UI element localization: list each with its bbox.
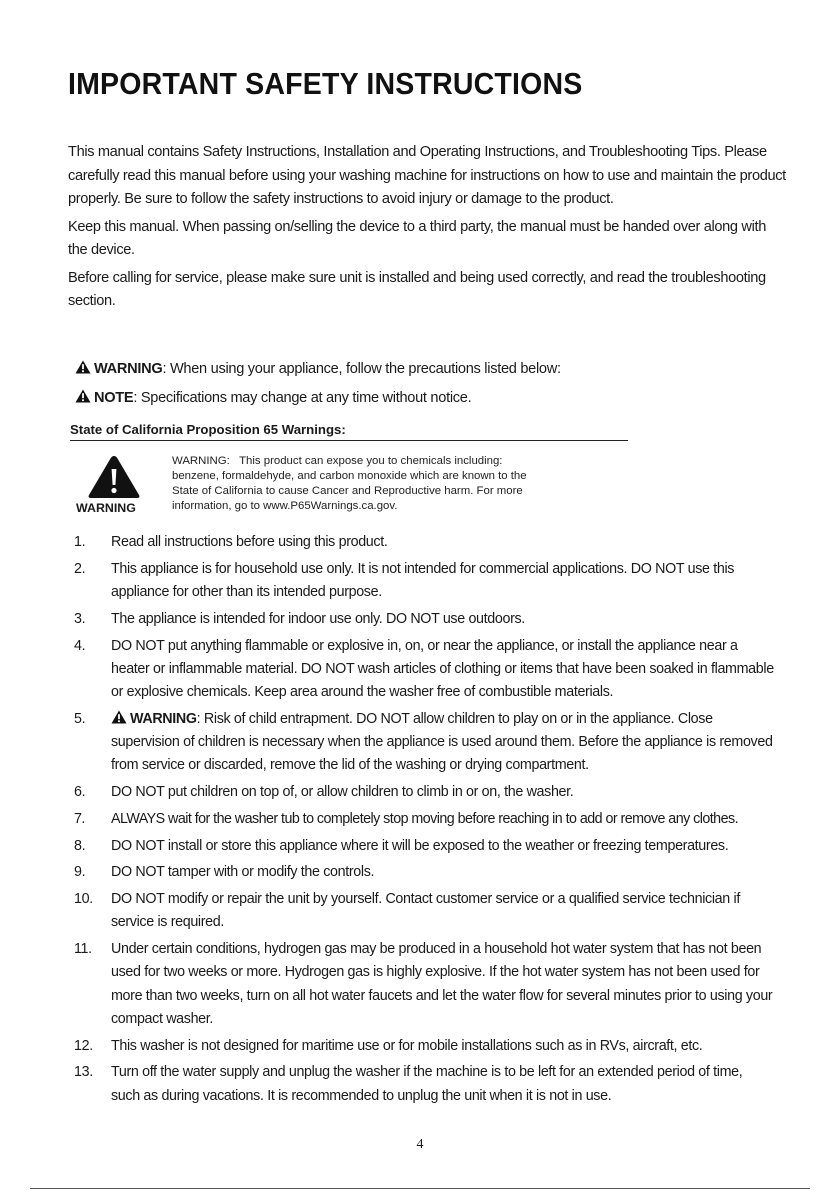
item-number: 8.	[74, 837, 86, 854]
prop65-text	[172, 454, 612, 514]
list-item	[74, 608, 774, 631]
item-text: : Risk of child entrapment. DO NOT allow children to play on or in the appliance. Close supervision of children is necessary when the appliance is used around them. Before the appliance is removed from service or discarded, remove the lid of the washing or drying compartment.	[111, 710, 773, 774]
page-number: 4	[416, 1137, 424, 1152]
prop65-warning-block	[76, 454, 636, 524]
prop65-heading: State of California Proposition 65 Warnings:	[70, 422, 628, 441]
list-item	[74, 781, 774, 804]
item-number: 11.	[74, 941, 92, 958]
item-number: 12.	[74, 1037, 93, 1054]
item-text: This washer is not designed for maritime use or for mobile installations such as in RVs, aircraft, etc.	[111, 1037, 703, 1054]
intro-paragraph: Keep this manual. When passing on/selling the device to a third party, the manual must be handed over along with the device.	[68, 218, 766, 258]
note-callout	[75, 389, 471, 406]
page-title: IMPORTANT SAFETY INSTRUCTIONS	[68, 66, 583, 101]
item-text: Read all instructions before using this product.	[111, 534, 388, 550]
item-number: 3.	[74, 610, 86, 627]
list-item	[74, 938, 774, 1031]
item-warning-label: WARNING	[130, 710, 197, 727]
warning-label: WARNING	[94, 361, 163, 377]
page-bottom-rule	[30, 1188, 810, 1189]
warning-triangle-icon	[75, 360, 91, 374]
item-text: DO NOT install or store this appliance where it will be exposed to the weather or freezing temperatures.	[111, 837, 729, 854]
warning-sign-icon	[87, 454, 141, 500]
safety-instructions-list	[74, 531, 774, 1111]
item-text: This appliance is for household use only. It is not intended for commercial applications. DO NOT use this appliance for other than its intended purpose.	[111, 560, 735, 600]
item-text: Under certain conditions, hydrogen gas may be produced in a household hot water system that has not been used for two weeks or more. Hydrogen gas is highly explosive. If the hot water system has not been used for more than two weeks, turn on all hot water faucets and let the water flow for several minutes prior to using your compact washer.	[111, 941, 773, 1027]
prop65-line: benzene, formaldehyde, and carbon monoxide which are known to the	[172, 470, 527, 482]
intro-paragraph: Before calling for service, please make sure unit is installed and being used correctly, and read the troubleshooting section.	[68, 269, 766, 309]
prop65-line: information, go to www.P65Warnings.ca.gov.	[172, 500, 398, 512]
item-text: DO NOT put children on top of, or allow children to climb in or on, the washer.	[111, 784, 574, 800]
item-number: 7.	[74, 810, 85, 827]
list-item	[74, 1061, 774, 1107]
warning-triangle-icon	[75, 389, 91, 403]
list-item	[74, 835, 774, 858]
item-text: DO NOT put anything flammable or explosive in, on, or near the appliance, or install the appliance near a heater or inflammable material. DO NOT wash articles of clothing or items that have been soaked in flammable or explosive chemicals. Keep area around the washer free of combustible materials.	[111, 637, 774, 700]
item-number: 13.	[74, 1064, 93, 1081]
list-item	[74, 808, 774, 831]
item-text: DO NOT modify or repair the unit by yourself. Contact customer service or a qualified service technician if service is required.	[111, 891, 740, 931]
list-item	[74, 635, 774, 705]
prop65-line: State of California to cause Cancer and Reproductive harm. For more	[172, 485, 523, 497]
item-number: 9.	[74, 864, 86, 881]
item-number: 2.	[74, 560, 86, 577]
list-item	[74, 1035, 774, 1058]
warning-text: : When using your appliance, follow the precautions listed below:	[162, 361, 561, 377]
item-number: 1.	[74, 534, 86, 550]
note-label: NOTE	[94, 390, 134, 406]
list-item	[74, 531, 774, 554]
item-text: ALWAYS wait for the washer tub to completely stop moving before reaching in to add or remove any clothes.	[111, 810, 738, 827]
warning-triangle-icon	[111, 709, 127, 723]
item-number: 5.	[74, 710, 86, 727]
prop65-line: WARNING: This product can expose you to chemicals including:	[172, 455, 503, 467]
warning-sign-label: WARNING	[76, 501, 136, 515]
item-text: The appliance is intended for indoor use only. DO NOT use outdoors.	[111, 610, 525, 627]
item-text: DO NOT tamper with or modify the controls.	[111, 864, 375, 881]
item-text: Turn off the water supply and unplug the washer if the machine is to be left for an extended period of time, such as during vacations. It is recommended to unplug the unit when it is not in use.	[111, 1064, 743, 1104]
intro-section	[68, 141, 788, 318]
item-number: 4.	[74, 637, 86, 654]
list-item	[74, 708, 774, 778]
list-item	[74, 861, 774, 884]
list-item	[74, 888, 774, 934]
note-text: : Specifications may change at any time without notice.	[133, 390, 472, 406]
item-number: 10.	[74, 891, 93, 908]
item-number: 6.	[74, 784, 86, 800]
warning-callout	[75, 360, 561, 377]
list-item	[74, 558, 774, 604]
intro-paragraph: This manual contains Safety Instructions, Installation and Operating Instructions, and Troubleshooting Tips. Please carefully read this manual before using your washing machine for instructions on how to use and maintain the product properly. Be sure to follow the safety instructions to avoid injury or damage to the product.	[68, 144, 786, 207]
